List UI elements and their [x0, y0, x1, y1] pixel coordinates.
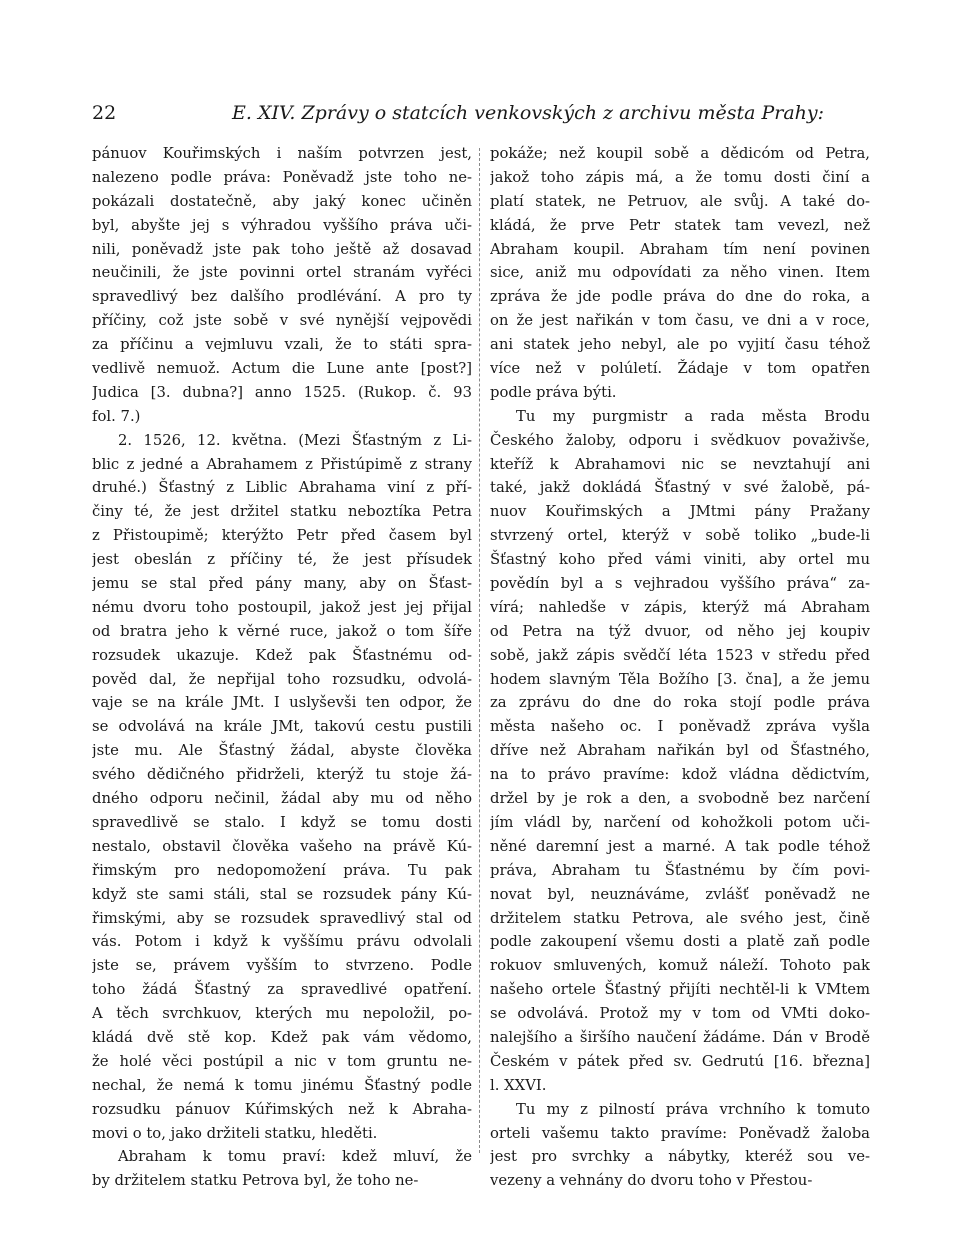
- text-line: jím vládl by, narčení od kohožkoli potom uči-: [490, 813, 870, 831]
- text-line: vás. Potom i když k vyššímu právu odvolali: [92, 933, 472, 951]
- text-line: toho žádá Šťastný za spravedlivé opatření.: [92, 981, 472, 999]
- text-line: jest pro svrchky a nábytky, kteréž sou ve-: [490, 1148, 870, 1166]
- text-line: svého dědičného přidrželi, kterýž tu stoje žá-: [92, 766, 472, 784]
- page-number: 22: [92, 102, 117, 124]
- text-line: rokuov smluvených, komuž náleží. Tohoto pak: [490, 957, 870, 975]
- text-line: 2. 1526, 12. května. (Mezi Šťastným z Li-: [118, 431, 472, 449]
- text-line: by držitelem statku Petrova byl, že toho ne-: [92, 1172, 419, 1190]
- text-line: Českém v pátek před sv. Gedrutú [16. března]: [490, 1052, 870, 1070]
- text-line: vezeny a vehnány do dvoru toho v Přestou-: [490, 1172, 813, 1190]
- text-line: sobě, jakž zápis svědčí léta 1523 v středu před: [490, 646, 870, 664]
- left-column: [92, 142, 472, 1193]
- text-line: jste se, právem vyšším to stvrzeno. Podle: [92, 957, 472, 975]
- text-line: držitelem statku Petrova, ale svého jest, čině: [490, 909, 870, 927]
- text-line: za zprávu do dne do roka stojí podle práva: [490, 694, 870, 712]
- text-line: že holé věci postúpil a nic v tom gruntu ne-: [92, 1052, 472, 1070]
- text-line: dříve než Abraham nařikán byl od Šťastného,: [490, 742, 870, 760]
- text-line: stvrzený ortel, kterýž v sobě toliko „bude-li: [490, 527, 870, 545]
- text-line: na to právo pravíme: kdož vládna dědictvím,: [490, 766, 870, 784]
- text-line: podle práva býti.: [490, 383, 617, 401]
- text-line: města našeho oc. I poněvadž zpráva vyšla: [490, 718, 870, 736]
- text-line: platí statek, ne Petruov, ale svůj. A také do-: [490, 192, 870, 210]
- text-line: kteříž k Abrahamovi nic se nevztahují ani: [490, 455, 870, 473]
- text-line: něné daremní jest a marné. A tak podle téhož: [490, 837, 870, 855]
- text-line: nalezeno podle práva: Poněvadž jste toho ne-: [92, 168, 472, 186]
- text-line: nili, poněvadž jste pak toho ještě až dosavad: [92, 240, 472, 258]
- text-line: pánuov Kouřimských i naším potvrzen jest,: [92, 145, 472, 162]
- text-line: nalejšího a širšího naučení žádáme. Dán v Brodě: [490, 1028, 870, 1046]
- text-line: l. XXVI.: [490, 1076, 547, 1094]
- text-line: kládá, že prve Petr statek tam vevezl, než: [490, 216, 870, 234]
- text-line: on že jest nařikán v tom času, ve dni a v roce,: [490, 312, 870, 330]
- text-line: Abraham koupil. Abraham tím není povinen: [490, 240, 870, 258]
- right-column: [490, 142, 870, 1193]
- text-line: hodem slavným Těla Božího [3. čna], a že jemu: [490, 670, 870, 688]
- text-line: nuov Kouřimských a JMtmi pány Pražany: [490, 503, 870, 521]
- text-line: našeho ortele Šťastný přijíti nechtěl-li k VMtem: [490, 981, 870, 999]
- text-line: od bratra jeho k věrné ruce, jakož o tom šíře: [92, 622, 472, 640]
- text-line: podle zakoupení všemu dosti a platě zaň podle: [490, 933, 870, 951]
- text-line: Šťastný koho před vámi viniti, aby ortel mu: [490, 551, 870, 569]
- text-line: řimskými, aby se rozsudek spravedlivý stal od: [92, 909, 472, 927]
- text-line: vírá; nahledše v zápis, kterýž má Abraham: [490, 598, 870, 616]
- text-line: A těch svrchkuov, kterých mu nepoložil, po-: [92, 1005, 472, 1023]
- text-line: Judica [3. dubna?] anno 1525. (Rukop. č. 93: [92, 383, 472, 401]
- text-line: vaje se na krále JMt. I uslyševši ten odpor, že: [92, 694, 472, 712]
- text-line: zpráva že jde podle práva do dne do roka, a: [490, 288, 870, 306]
- text-line: pokázali dostatečně, aby jaký konec učiněn: [92, 192, 472, 210]
- text-line: blic z jedné a Abrahamem z Přistúpimě z strany: [92, 455, 472, 473]
- text-line: byl, abyšte jej s výhradou vyššího práva uči-: [92, 216, 472, 234]
- text-line: když ste sami stáli, stal se rozsudek pány Kú-: [92, 885, 472, 903]
- text-line: držel by je rok a den, a svobodně bez narčení: [490, 790, 870, 808]
- text-line: jste mu. Ale Šťastný žádal, abyste člověka: [92, 742, 472, 760]
- page-header: [92, 94, 872, 130]
- text-line: nestalo, obstavil člověka vašeho na právě Kú-: [92, 837, 472, 855]
- text-line: dného odporu nečinil, žádal aby mu od něho: [92, 790, 472, 808]
- text-line: z Přistoupimě; kterýžto Petr před časem byl: [92, 527, 472, 545]
- text-line: druhé.) Šťastný z Liblic Abrahama viní z pří-: [92, 479, 472, 497]
- text-line: za příčinu a vejmluvu vzali, že to státi spra-: [92, 336, 472, 354]
- text-line: vedlivě nemuož. Actum die Lune ante [post?]: [92, 360, 472, 378]
- text-line: novat byl, neuznáváme, zvlášť poněvadž ne: [490, 885, 870, 903]
- text-line: činy té, že jest držitel statku neboztíka Petra: [92, 503, 472, 521]
- text-line: spravedlivě se stalo. I když se tomu dosti: [92, 813, 472, 831]
- text-line: Českého žaloby, odporu i svědkuov považivše,: [490, 431, 870, 449]
- text-line: práva, Abraham tu Šťastnému by čím povi-: [490, 861, 870, 879]
- text-line: nému dvoru toho postoupil, jakož jest jej přijal: [92, 598, 472, 616]
- text-line: jemu se stal před pány many, aby on Šťast-: [92, 575, 472, 593]
- column-divider: [479, 148, 480, 1153]
- text-line: sice, aniž mu odpovídati za něho vinen. Item: [490, 264, 870, 282]
- text-line: neučinili, že jste povinni ortel stranám vyřéci: [92, 264, 472, 282]
- text-line: od Petra na týž dvuor, od něho jej koupiv: [490, 622, 870, 640]
- text-line: řimským pro nedopomožení práva. Tu pak: [92, 861, 472, 879]
- text-line: movi o to, jako držiteli statku, hleděti.: [92, 1124, 378, 1142]
- text-line: nechal, že nemá k tomu jinému Šťastný podle: [92, 1076, 472, 1094]
- text-line: pověd dal, že nepřijal toho rozsudku, odvolá-: [92, 670, 472, 688]
- text-line: ani statek jeho nebyl, ale po vyjití času téhož: [490, 336, 870, 354]
- text-line: Abraham k tomu praví: kdež mluví, že: [118, 1148, 472, 1166]
- text-line: povědín byl a s vejhradou vyššího práva“ za-: [490, 575, 870, 593]
- text-line: také, jakž dokládá Šťastný v své žalobě, pá-: [490, 479, 870, 497]
- text-line: rozsudek ukazuje. Kdež pak Šťastnému od-: [92, 646, 472, 664]
- text-line: fol. 7.): [92, 407, 141, 425]
- running-title: E. XIV. Zprávy o statcích venkovských z archivu města Prahy:: [232, 102, 825, 124]
- text-line: se odvolává. Protož my v tom od VMti doko-: [490, 1005, 870, 1023]
- text-line: spravedlivý bez dalšího prodlévání. A pro ty: [92, 288, 472, 306]
- text-line: rozsudku pánuov Kúřimských než k Abraha-: [92, 1100, 472, 1118]
- text-line: více než v polúletí. Žádaje v tom opatřen: [490, 360, 870, 378]
- text-line: Tu my purgmistr a rada města Brodu: [516, 407, 870, 425]
- text-line: jakož toho zápis má, a že tomu dosti činí a: [490, 168, 870, 186]
- text-line: kládá dvě stě kop. Kdež pak vám vědomo,: [92, 1028, 472, 1046]
- text-line: orteli vašemu takto pravíme: Poněvadž žaloba: [490, 1124, 870, 1142]
- text-line: příčiny, což jste sobě v své nynější vejpovědi: [92, 312, 472, 330]
- text-line: se odvolává na krále JMt, takovú cestu pustili: [92, 718, 472, 736]
- text-line: Tu my z pilností práva vrchního k tomuto: [516, 1100, 870, 1118]
- text-line: jest obeslán z příčiny té, že jest přísudek: [92, 551, 472, 569]
- text-line: pokáže; než koupil sobě a dědicóm od Petra,: [490, 145, 870, 162]
